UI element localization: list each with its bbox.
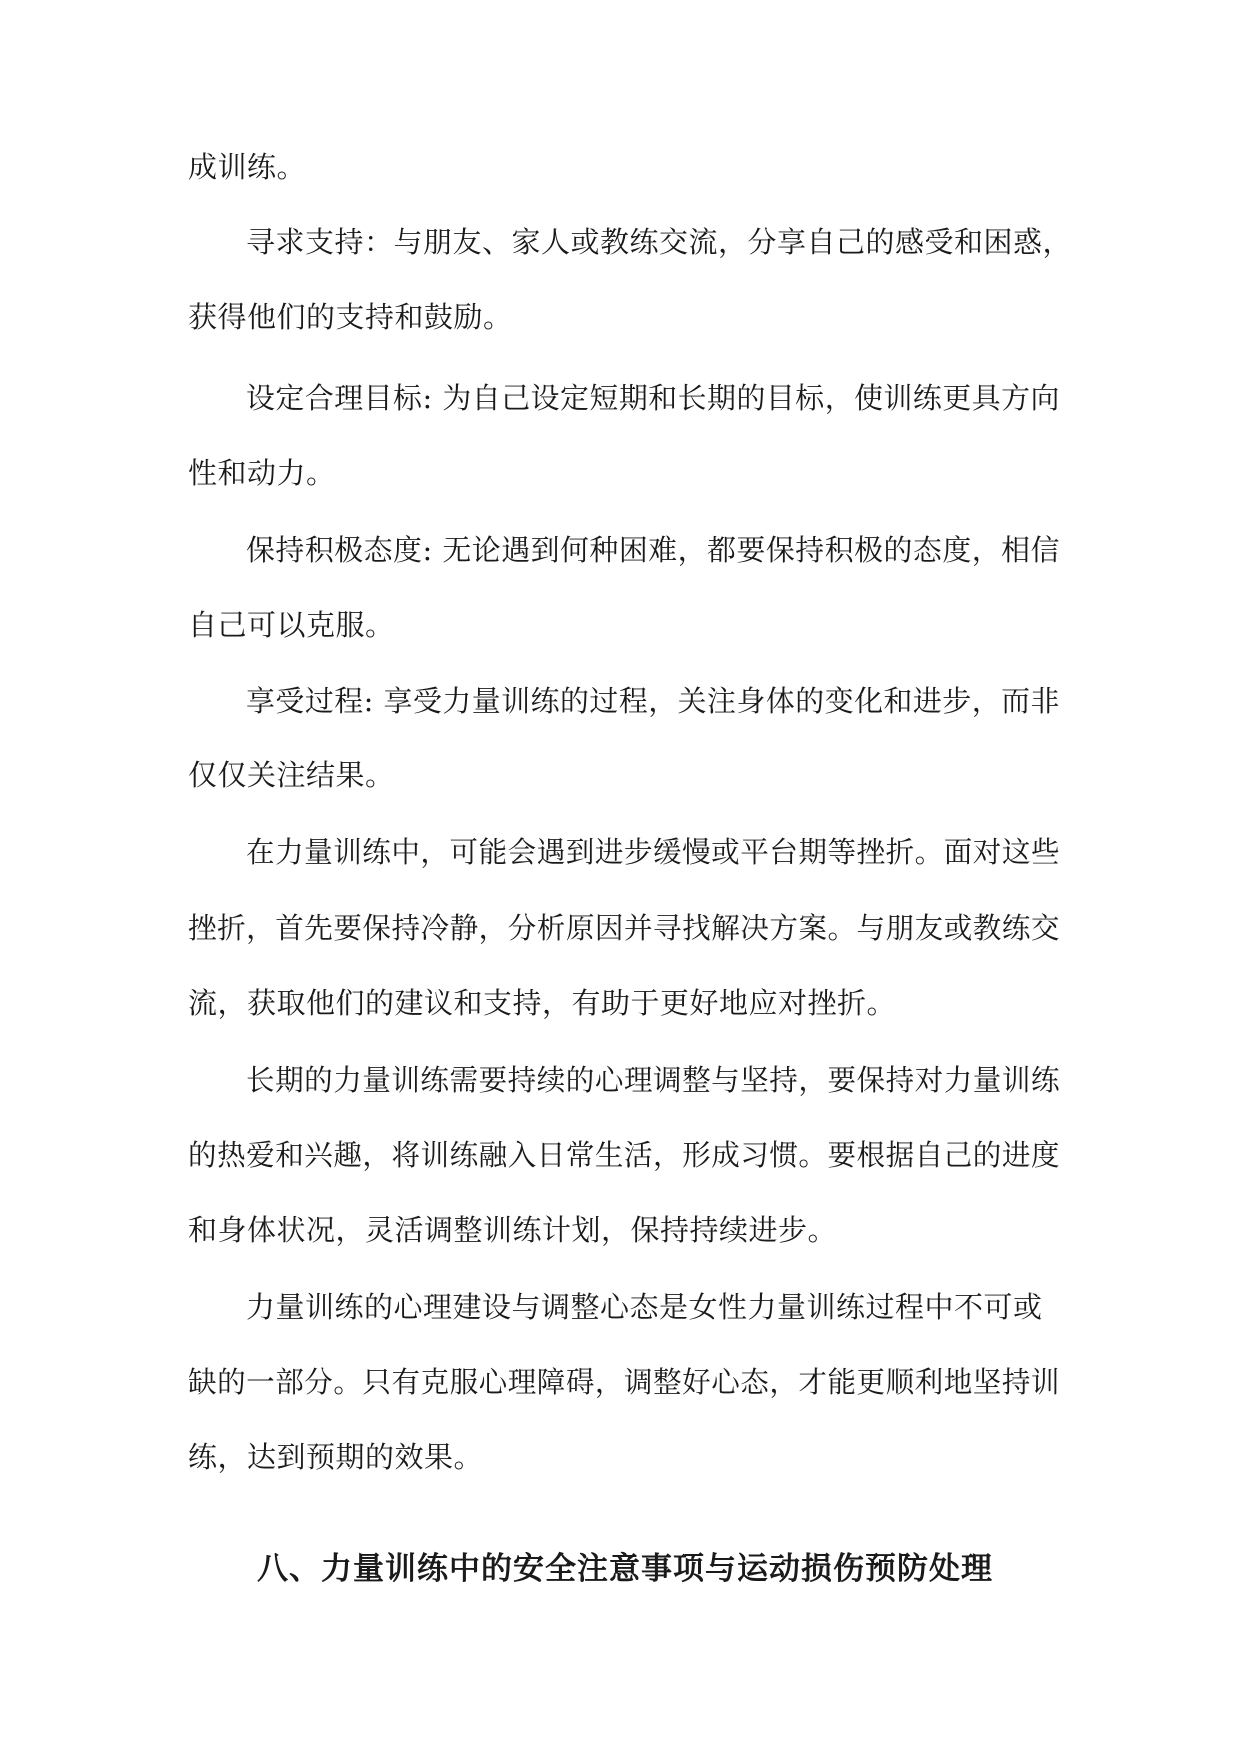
paragraph-line: 成训练。	[188, 150, 307, 184]
paragraph-line: 设定合理目标: 为自己设定短期和长期的目标，使训练更具方向	[246, 381, 1060, 415]
paragraph-line: 挫折，首先要保持冷静，分析原因并寻找解决方案。与朋友或教练交	[188, 911, 1061, 945]
paragraph-line: 保持积极态度: 无论遇到何种困难，都要保持积极的态度，相信	[246, 533, 1060, 567]
paragraph-line: 性和动力。	[188, 456, 336, 490]
paragraph-line: 的热爱和兴趣，将训练融入日常生活，形成习惯。要根据自己的进度	[188, 1138, 1061, 1172]
paragraph-line: 寻求支持：与朋友、家人或教练交流，分享自己的感受和困惑，	[246, 225, 1073, 259]
paragraph-line: 练，达到预期的效果。	[188, 1440, 484, 1474]
paragraph-line: 获得他们的支持和鼓励。	[188, 300, 513, 334]
paragraph-line: 自己可以克服。	[188, 608, 395, 642]
paragraph-line: 力量训练的心理建设与调整心态是女性力量训练过程中不可或	[246, 1290, 1043, 1324]
paragraph-line: 在力量训练中，可能会遇到进步缓慢或平台期等挫折。面对这些	[246, 835, 1061, 869]
paragraph-line: 仅仅关注结果。	[188, 758, 395, 792]
section-heading: 八、力量训练中的安全注意事项与运动损伤预防处理	[257, 1551, 993, 1587]
paragraph-line: 享受过程: 享受力量训练的过程，关注身体的变化和进步，而非	[246, 684, 1060, 718]
paragraph-line: 缺的一部分。只有克服心理障碍，调整好心态，才能更顺利地坚持训	[188, 1365, 1061, 1399]
paragraph-line: 长期的力量训练需要持续的心理调整与坚持，要保持对力量训练	[246, 1063, 1061, 1097]
paragraph-line: 流，获取他们的建议和支持，有助于更好地应对挫折。	[188, 986, 897, 1020]
paragraph-line: 和身体状况，灵活调整训练计划，保持持续进步。	[188, 1213, 838, 1247]
